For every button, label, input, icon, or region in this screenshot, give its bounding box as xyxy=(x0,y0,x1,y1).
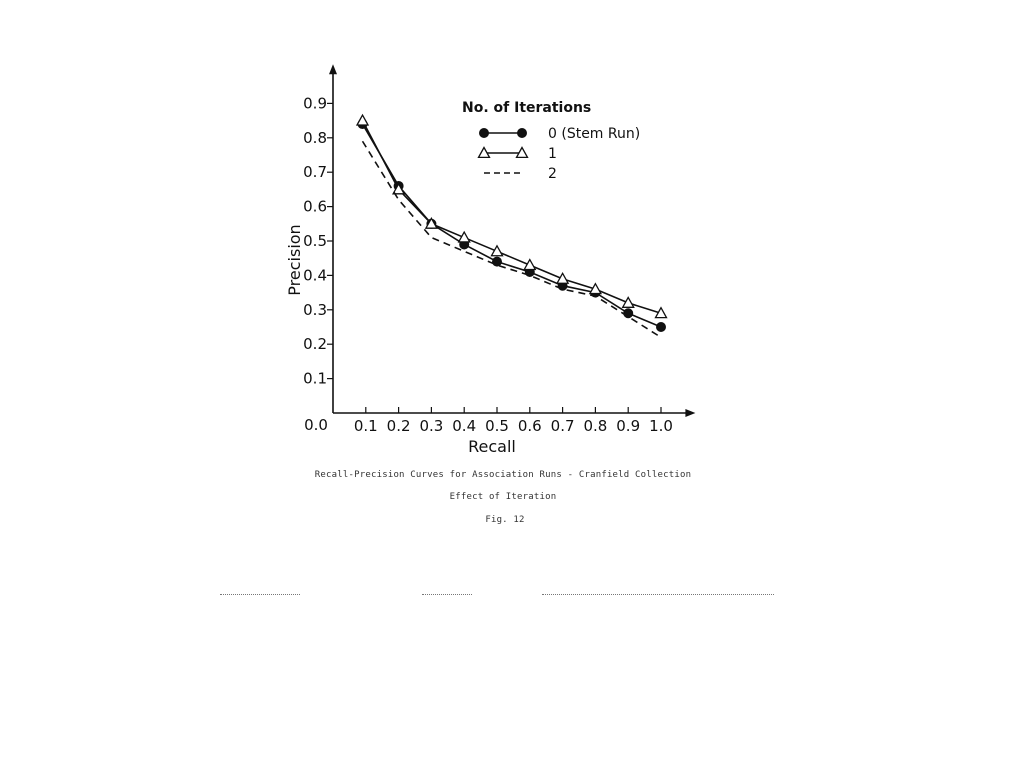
figure-caption-title: Recall-Precision Curves for Association Runs - Cranfield Collection xyxy=(314,470,692,480)
y-tick-label: 0.2 xyxy=(303,335,327,354)
y-axis-arrow xyxy=(329,64,337,74)
series-line-2 xyxy=(363,141,661,337)
legend-marker-0 xyxy=(518,129,527,138)
x-tick-label: 0.9 xyxy=(616,417,641,435)
legend-label-2: 2 xyxy=(548,166,557,182)
y-tick-label: 0.4 xyxy=(303,266,327,285)
y-tick-label: 0.3 xyxy=(303,300,327,319)
series-1-point xyxy=(459,232,470,242)
x-tick-label: 0.6 xyxy=(517,417,542,435)
figure-caption-subtitle: Effect of Iteration xyxy=(449,492,557,502)
series-line-0 xyxy=(363,124,661,327)
page-rule-right xyxy=(542,594,774,595)
series-0-point xyxy=(493,257,502,266)
legend-title: No. of Iterations xyxy=(462,100,592,116)
x-tick-label: 1.0 xyxy=(649,417,673,435)
series-1-point xyxy=(623,297,634,307)
chart-axes xyxy=(329,64,695,417)
x-tick-label: 0.1 xyxy=(353,417,378,435)
x-tick-label: 0.2 xyxy=(386,417,411,435)
series-0-point xyxy=(624,309,633,318)
legend-label-0: 0 (Stem Run) xyxy=(548,126,641,142)
x-tick-label: 0.5 xyxy=(485,417,509,435)
chart-ticks xyxy=(303,94,673,435)
y-tick-label: 0.1 xyxy=(303,369,327,388)
series-1-point xyxy=(557,273,568,283)
x-tick-label: 0.8 xyxy=(583,417,608,435)
y-tick-label: 0.6 xyxy=(303,197,327,216)
x-tick-label: 0.4 xyxy=(452,417,477,435)
x-tick-label: 0.3 xyxy=(419,417,444,435)
y-tick-label: 0.8 xyxy=(303,128,327,147)
series-1-point xyxy=(357,115,368,125)
legend-marker-0 xyxy=(480,129,489,138)
x-axis-arrow xyxy=(685,409,695,417)
series-0-point xyxy=(657,323,666,332)
y-tick-label: 0.9 xyxy=(303,94,327,113)
y-tick-label: 0.5 xyxy=(303,232,327,250)
legend-label-1: 1 xyxy=(548,146,557,162)
x-tick-label: 0.7 xyxy=(550,417,575,435)
series-1-point xyxy=(492,246,503,256)
figure-number: Fig. 12 xyxy=(485,515,525,525)
series-line-1 xyxy=(363,121,661,314)
y-tick-label: 0.7 xyxy=(303,163,327,182)
page-rule-middle xyxy=(422,594,472,595)
series-1-point xyxy=(524,260,535,270)
origin-label: 0.0 xyxy=(304,416,328,434)
chart-legend xyxy=(462,100,640,182)
chart-series xyxy=(357,115,666,337)
page-rule-left xyxy=(220,594,300,595)
x-axis-title: Recall xyxy=(468,437,516,456)
y-axis-title: Precision xyxy=(285,224,304,296)
